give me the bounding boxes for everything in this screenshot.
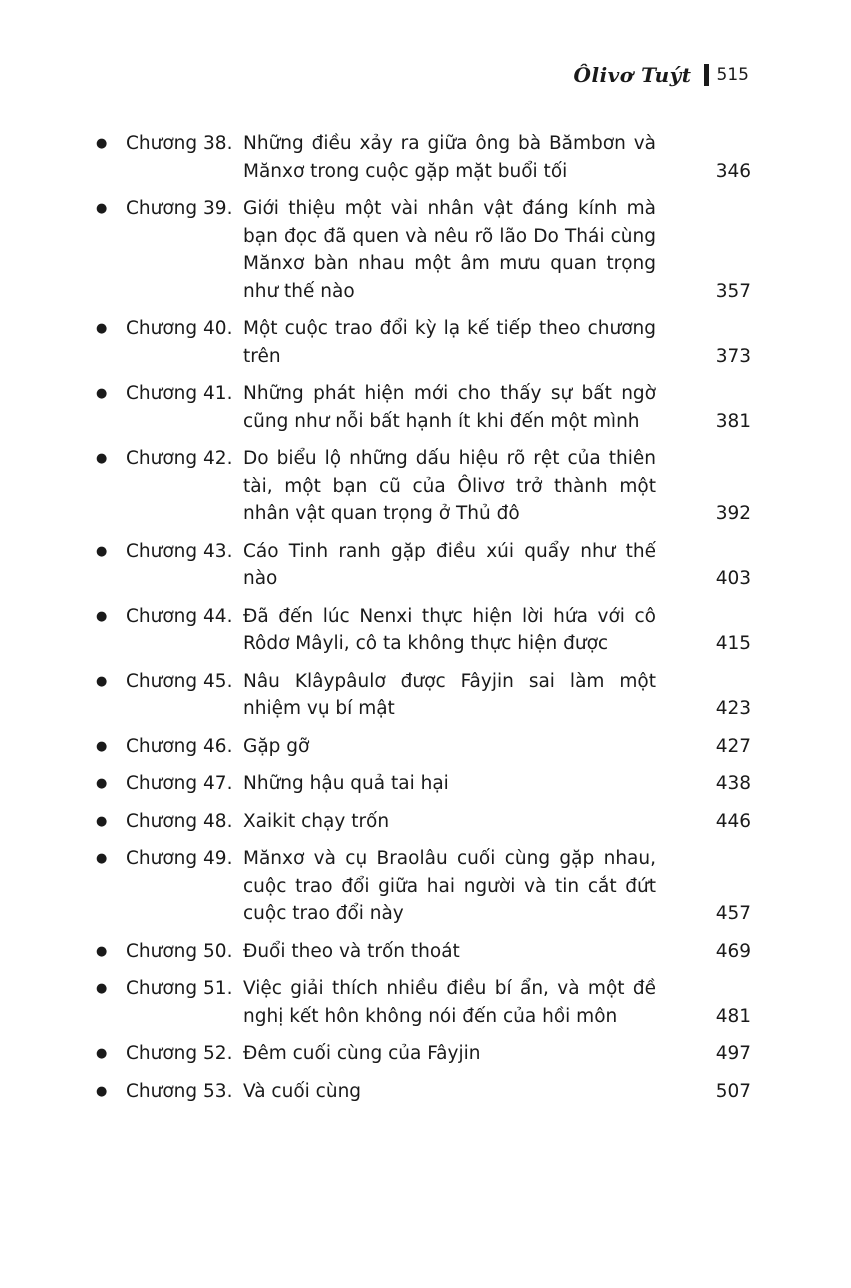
book-title: Ôlivơ Tuýt bbox=[573, 63, 692, 87]
chapter-label: Chương 39. bbox=[126, 198, 233, 219]
chapter-title: Đuổi theo và trốn thoát bbox=[243, 940, 460, 962]
page-number: 515 bbox=[716, 65, 749, 85]
bullet-icon: ● bbox=[96, 673, 108, 689]
chapter-label: Chương 46. bbox=[126, 735, 233, 757]
bullet-icon: ● bbox=[96, 813, 108, 829]
chapter-label: Chương 44. bbox=[126, 605, 233, 627]
toc-entry bbox=[96, 538, 751, 593]
chapter-title: Những hậu quả tai hại bbox=[243, 773, 449, 794]
toc-entry bbox=[96, 603, 751, 658]
chapter-page: 446 bbox=[715, 810, 751, 832]
bullet-icon: ● bbox=[96, 451, 108, 466]
chapter-page: 346 bbox=[715, 160, 751, 182]
chapter-title: Gặp gỡ bbox=[243, 735, 310, 757]
toc-entry bbox=[96, 668, 751, 723]
toc-entry bbox=[96, 975, 751, 1030]
chapter-title: Đã đến lúc Nenxi thực hiện lời hứa với cô Rôdơ Mâyli, cô ta không thực hiện được bbox=[243, 605, 656, 654]
toc-entry bbox=[96, 130, 751, 185]
chapter-label: Chương 49. bbox=[126, 848, 233, 869]
chapter-title: Do biểu lộ những dấu hiệu rõ rệt của thiên tài, một bạn cũ của Ôlivơ trở thành một nhân vật quan trọng ở Thủ đô bbox=[243, 448, 656, 524]
toc-entry bbox=[96, 195, 751, 305]
toc-entry bbox=[96, 1078, 751, 1106]
toc-entry bbox=[96, 845, 751, 928]
chapter-title: Đêm cuối cùng của Fâyjin bbox=[243, 1043, 481, 1064]
toc-entry bbox=[96, 733, 751, 761]
header-divider bbox=[704, 64, 709, 86]
chapter-page: 381 bbox=[715, 410, 751, 432]
bullet-icon: ● bbox=[96, 201, 108, 216]
chapter-title: Những phát hiện mới cho thấy sự bất ngờ cũng như nỗi bất hạnh ít khi đến một mình bbox=[243, 383, 656, 432]
chapter-page: 392 bbox=[715, 503, 751, 524]
bullet-icon: ● bbox=[96, 1083, 108, 1099]
chapter-page: 469 bbox=[715, 940, 751, 962]
chapter-title: Những điều xảy ra giữa ông bà Bămbơn và Mănxơ trong cuộc gặp mặt buổi tối bbox=[243, 133, 656, 182]
toc-entry bbox=[96, 380, 751, 435]
running-header bbox=[574, 60, 749, 90]
chapter-label: Chương 41. bbox=[126, 383, 233, 404]
chapter-page: 497 bbox=[715, 1043, 751, 1064]
toc-entry bbox=[96, 938, 751, 966]
chapter-page: 357 bbox=[715, 280, 751, 302]
chapter-page: 415 bbox=[715, 633, 751, 654]
chapter-label: Chương 51. bbox=[126, 978, 233, 999]
toc-entry bbox=[96, 808, 751, 836]
chapter-label: Chương 43. bbox=[126, 540, 233, 562]
bullet-icon: ● bbox=[96, 981, 108, 996]
chapter-label: Chương 48. bbox=[126, 810, 233, 832]
chapter-title: Mănxơ và cụ Braolâu cuối cùng gặp nhau, cuộc trao đổi giữa hai người và tin cắt đứt cuộc trao đổi này bbox=[243, 848, 656, 924]
bullet-icon: ● bbox=[96, 776, 108, 791]
chapter-title: Cáo Tinh ranh gặp điều xúi quẩy như thế nào bbox=[243, 540, 656, 589]
bullet-icon: ● bbox=[96, 943, 108, 959]
chapter-title: Giới thiệu một vài nhân vật đáng kính mà bạn đọc đã quen và nêu rõ lão Do Thái cùng Mănxơ bàn nhau một âm mưu quan trọng như thế nào bbox=[243, 198, 656, 302]
chapter-title: Và cuối cùng bbox=[243, 1080, 362, 1102]
chapter-label: Chương 47. bbox=[126, 773, 233, 794]
chapter-page: 507 bbox=[715, 1080, 751, 1102]
bullet-icon: ● bbox=[96, 321, 108, 336]
chapter-label: Chương 52. bbox=[126, 1043, 233, 1064]
chapter-label: Chương 50. bbox=[126, 940, 233, 962]
chapter-page: 438 bbox=[715, 773, 751, 794]
chapter-title: Nâu Klâypâulơ được Fâyjin sai làm một nhiệm vụ bí mật bbox=[243, 670, 656, 719]
toc-entry bbox=[96, 315, 751, 370]
toc-entry bbox=[96, 1040, 751, 1068]
bullet-icon: ● bbox=[96, 136, 108, 151]
chapter-title: Một cuộc trao đổi kỳ lạ kế tiếp theo chương trên bbox=[243, 318, 656, 367]
chapter-page: 457 bbox=[715, 903, 751, 924]
chapter-label: Chương 42. bbox=[126, 448, 233, 469]
chapter-page: 403 bbox=[715, 568, 751, 589]
chapter-page: 427 bbox=[715, 735, 751, 757]
chapter-page: 481 bbox=[715, 1005, 751, 1027]
toc-entry bbox=[96, 445, 751, 528]
bullet-icon: ● bbox=[96, 608, 108, 624]
chapter-title: Xaikit chạy trốn bbox=[243, 810, 390, 832]
chapter-title: Việc giải thích nhiều điều bí ẩn, và một đề nghị kết hôn không nói đến của hồi môn bbox=[243, 978, 656, 1027]
table-of-contents bbox=[96, 130, 751, 1115]
bullet-icon: ● bbox=[96, 851, 108, 866]
toc-entry bbox=[96, 770, 751, 798]
chapter-label: Chương 40. bbox=[126, 318, 233, 339]
chapter-label: Chương 45. bbox=[126, 670, 233, 692]
bullet-icon: ● bbox=[96, 543, 108, 559]
bullet-icon: ● bbox=[96, 386, 108, 401]
chapter-page: 373 bbox=[715, 345, 751, 367]
chapter-label: Chương 38. bbox=[126, 133, 233, 154]
chapter-label: Chương 53. bbox=[126, 1080, 233, 1102]
chapter-page: 423 bbox=[715, 698, 751, 719]
bullet-icon: ● bbox=[96, 1046, 108, 1061]
bullet-icon: ● bbox=[96, 738, 108, 754]
